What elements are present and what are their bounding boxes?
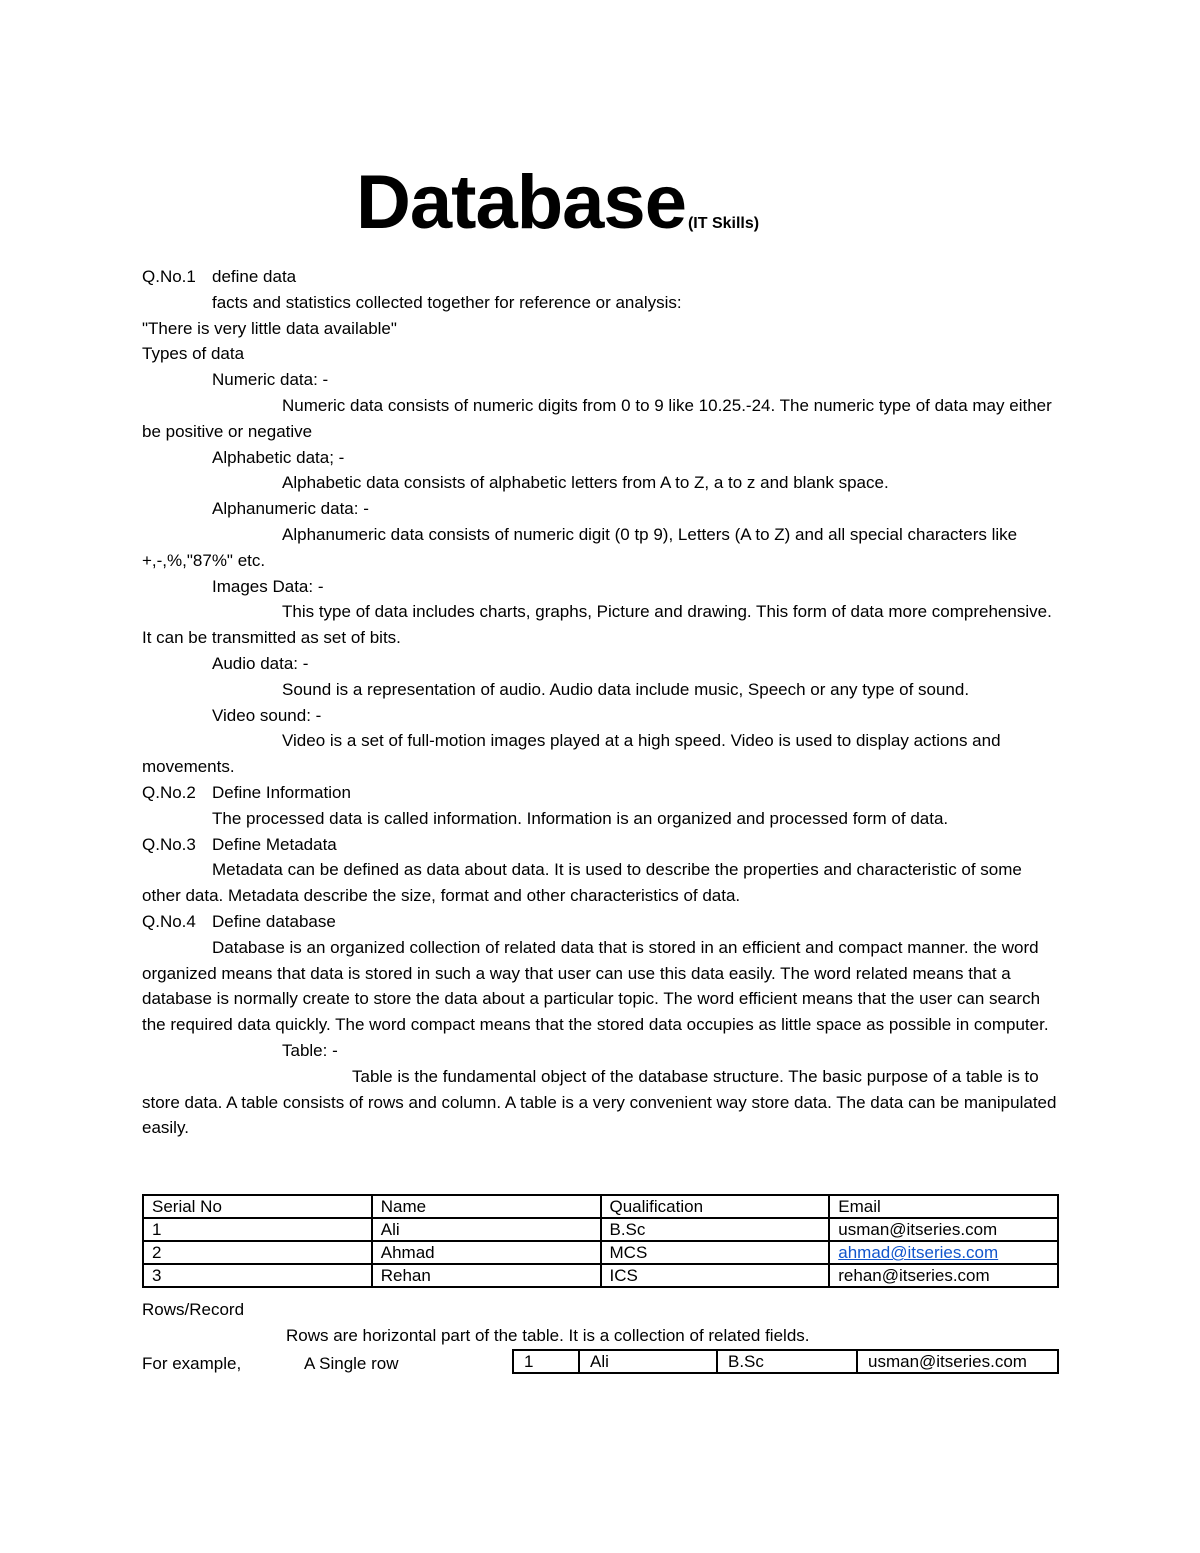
question-title: define data <box>212 267 297 286</box>
single-row-table <box>512 1349 1059 1374</box>
type-label-alphanumeric: Alphanumeric data: - <box>212 499 369 519</box>
table-cell: rehan@itseries.com <box>829 1264 1058 1287</box>
page-subtitle: (IT Skills) <box>687 215 760 232</box>
type-label-alphabetic: Alphabetic data; - <box>212 447 345 467</box>
table-cell: 1 <box>143 1218 372 1241</box>
information-definition: The processed data is called information. Information is an organized and processed form of data. <box>212 808 949 828</box>
question-number: Q.No.3 <box>142 834 196 854</box>
table-cell: 1 <box>513 1350 579 1373</box>
data-definition: facts and statistics collected together for reference or analysis: <box>212 292 682 312</box>
table-cell: ICS <box>601 1264 830 1287</box>
title-block <box>356 158 759 248</box>
question-3-heading <box>142 832 1062 858</box>
table-definition: Table is the fundamental object of the database structure. The basic purpose of a table is to store data. A table consists of rows and column. A table is a very convenient way store data. The data can be manipulated easily. <box>142 1066 1057 1138</box>
question-number: Q.No.4 <box>142 911 196 931</box>
table-cell: usman@itseries.com <box>857 1350 1058 1373</box>
question-4-heading <box>142 909 1062 935</box>
table-cell: Ahmad <box>372 1241 601 1264</box>
question-1-heading <box>142 264 1062 290</box>
table-header-row <box>143 1195 1058 1218</box>
type-desc-numeric: Numeric data consists of numeric digits from 0 to 9 like 10.25.-24. The numeric type of data may either be positive or negative <box>142 395 1052 441</box>
question-title: Define database <box>212 911 336 931</box>
database-definition: Database is an organized collection of related data that is stored in an efficient and compact manner. the word organized means that data is stored in such a way that user can use this data easily. The word related means that a database is normally create to store the data about a particular topic. The word efficient means that the user can search the required data quickly. The word compact means that the stored data occupies as little space as possible in computer. <box>142 937 1049 1035</box>
table-label: Table: - <box>282 1040 338 1060</box>
rows-section <box>142 1297 1062 1377</box>
type-label-video: Video sound: - <box>212 705 322 725</box>
question-number: Q.No.2 <box>142 782 196 802</box>
example-label: For example, <box>142 1353 242 1373</box>
email-link[interactable]: ahmad@itseries.com <box>838 1243 999 1262</box>
table-row <box>513 1350 1058 1373</box>
question-2-heading <box>142 780 1062 806</box>
type-desc-alphabetic: Alphabetic data consists of alphabetic letters from A to Z, a to z and blank space. <box>282 473 889 493</box>
table-cell: 3 <box>143 1264 372 1287</box>
table-cell: B.Sc <box>601 1218 830 1241</box>
type-desc-images: This type of data includes charts, graphs, Picture and drawing. This form of data more comprehensive. It can be transmitted as set of bits. <box>142 602 1052 648</box>
table-cell: usman@itseries.com <box>829 1218 1058 1241</box>
table-cell: Rehan <box>372 1264 601 1287</box>
rows-heading: Rows/Record <box>142 1300 245 1319</box>
table-row <box>143 1241 1058 1264</box>
question-number: Q.No.1 <box>142 267 196 286</box>
single-row-example <box>142 1349 1062 1377</box>
table-row <box>143 1218 1058 1241</box>
table-cell: MCS <box>601 1241 830 1264</box>
type-label-images: Images Data: - <box>212 576 324 596</box>
table-cell <box>829 1241 1058 1264</box>
question-title: Define Metadata <box>212 834 337 854</box>
data-example-quote: "There is very little data available" <box>142 318 397 338</box>
type-desc-audio: Sound is a representation of audio. Audio data include music, Speech or any type of sound. <box>282 679 970 699</box>
table-cell: B.Sc <box>717 1350 857 1373</box>
question-title: Define Information <box>212 782 351 802</box>
type-desc-video: Video is a set of full-motion images played at a high speed. Video is used to display actions and movements. <box>142 731 1001 777</box>
table-header-cell: Name <box>372 1195 601 1218</box>
table-header-cell: Email <box>829 1195 1058 1218</box>
type-label-audio: Audio data: - <box>212 653 309 673</box>
table-header-cell: Qualification <box>601 1195 830 1218</box>
metadata-definition: Metadata can be defined as data about data. It is used to describe the properties and characteristic of some other data. Metadata describe the size, format and other characteristics of data. <box>142 860 1022 906</box>
table-row <box>143 1264 1058 1287</box>
table-cell: Ali <box>372 1218 601 1241</box>
page-title: Database <box>356 160 686 245</box>
example-table <box>142 1194 1059 1288</box>
rows-definition: Rows are horizontal part of the table. It is a collection of related fields. <box>286 1325 810 1345</box>
table-cell: Ali <box>579 1350 717 1373</box>
table-cell: 2 <box>143 1241 372 1264</box>
single-row-label: A Single row <box>304 1353 399 1373</box>
document-body <box>142 264 1062 1141</box>
table-header-cell: Serial No <box>143 1195 372 1218</box>
types-heading: Types of data <box>142 344 245 364</box>
type-desc-alphanumeric: Alphanumeric data consists of numeric digit (0 tp 9), Letters (A to Z) and all special characters like +,-,%,"87%" etc. <box>142 524 1018 570</box>
type-label-numeric: Numeric data: - <box>212 370 329 390</box>
